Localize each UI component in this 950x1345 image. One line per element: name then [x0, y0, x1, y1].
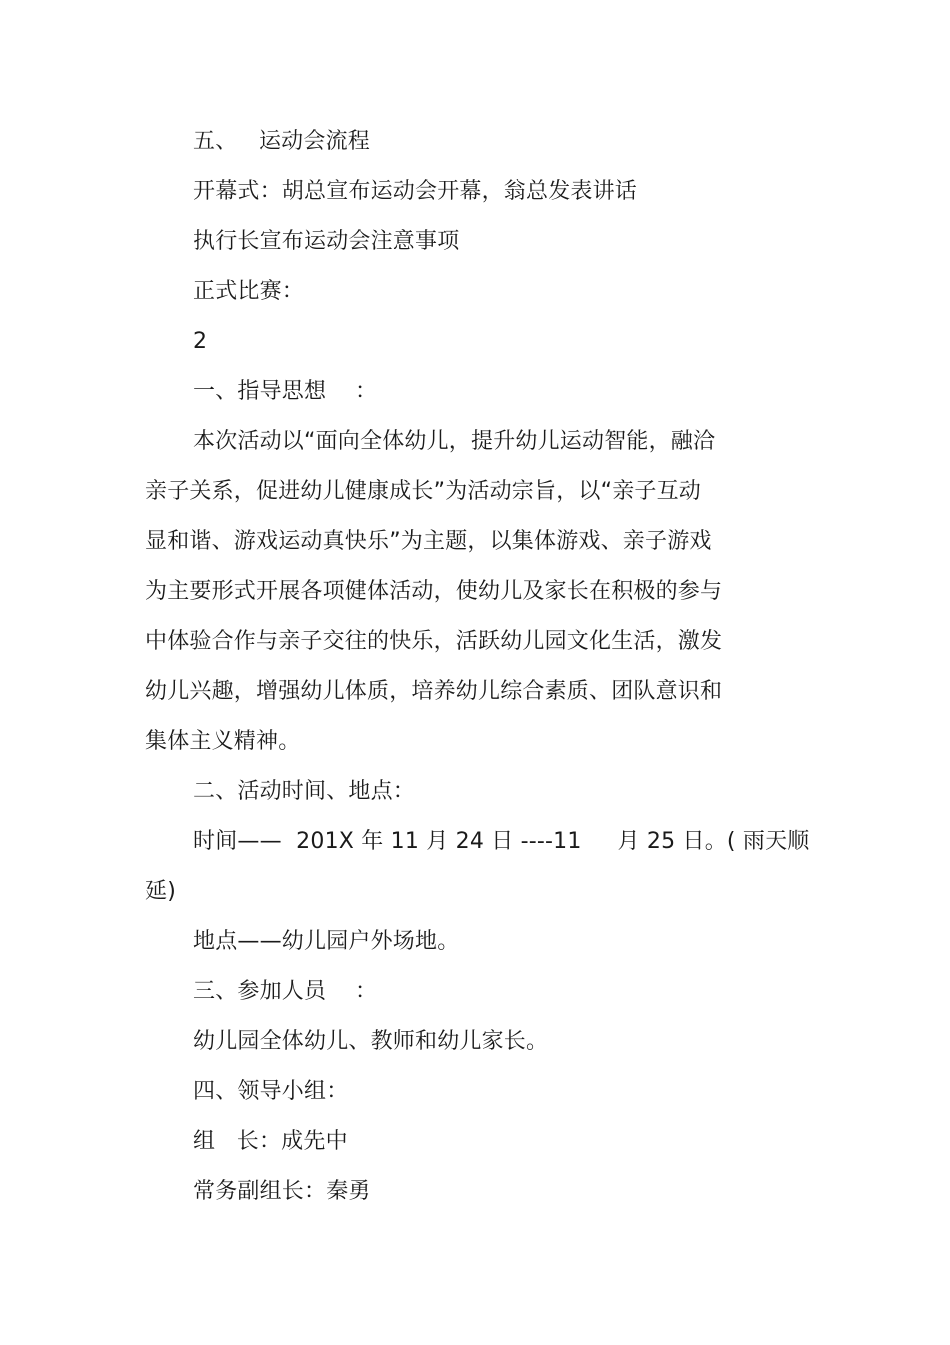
paragraph-line: 显和谐、游戏运动真快乐”为主题，以集体游戏、亲子游戏	[145, 529, 712, 554]
opening-ceremony-line: 开幕式：胡总宣布运动会开幕，翁总发表讲话	[193, 179, 638, 204]
location-line: 地点——幼儿园户外场地。	[193, 929, 460, 954]
participants-line: 幼儿园全体幼儿、教师和幼儿家长。	[193, 1029, 549, 1054]
paragraph-line: 中体验合作与亲子交往的快乐，活跃幼儿园文化生活，激发	[145, 629, 723, 654]
paragraph-line: 亲子关系，促进幼儿健康成长”为活动宗旨，以“亲子互动	[145, 479, 701, 504]
doc-number: 2	[193, 329, 208, 354]
time-line-continued: 延)	[145, 879, 176, 904]
section-3-heading: 三、参加人员 ：	[193, 979, 378, 1004]
notice-line: 执行长宣布运动会注意事项	[193, 229, 460, 254]
section-4-heading: 四、领导小组：	[193, 1079, 349, 1104]
section-2-heading: 二、活动时间、地点：	[193, 779, 416, 804]
paragraph-line: 为主要形式开展各项健体活动，使幼儿及家长在积极的参与	[145, 579, 723, 604]
competition-line: 正式比赛：	[193, 279, 305, 304]
time-line: 时间—— 201X 年 11 月 24 日 ----11 月 25 日。( 雨天顺	[193, 829, 810, 854]
section-5-heading: 五、 运动会流程	[193, 129, 370, 154]
leader-line: 组 长：成先中	[193, 1129, 348, 1154]
paragraph-line: 本次活动以“面向全体幼儿，提升幼儿运动智能，融洽	[193, 429, 716, 454]
paragraph-line: 集体主义精神。	[145, 729, 301, 754]
deputy-leader-line: 常务副组长：秦勇	[193, 1179, 371, 1204]
section-1-heading: 一、指导思想 ：	[193, 379, 378, 404]
paragraph-line: 幼儿兴趣，增强幼儿体质，培养幼儿综合素质、团队意识和	[145, 679, 723, 704]
